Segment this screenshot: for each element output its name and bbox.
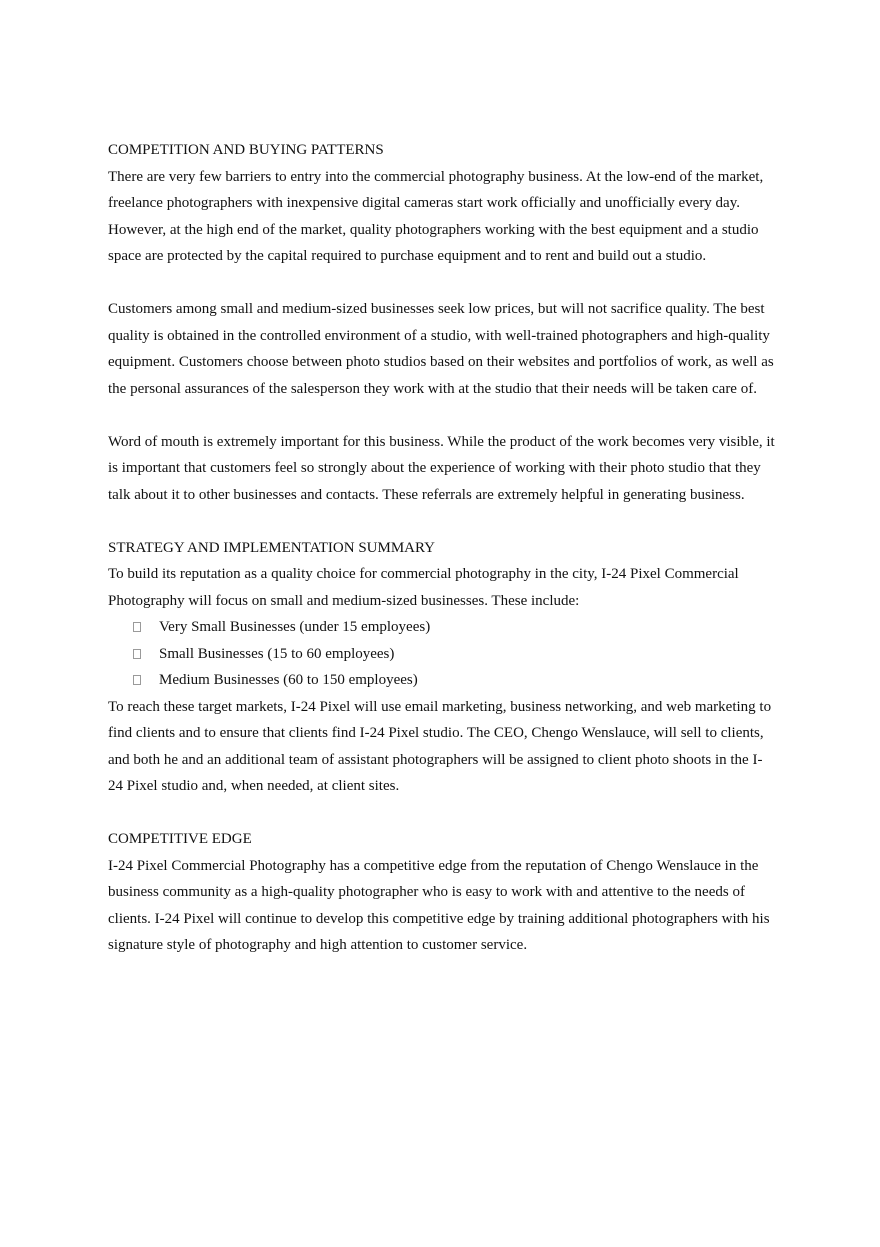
target-market-list xyxy=(108,614,776,694)
bullet-box-icon xyxy=(133,675,141,685)
paragraph: I-24 Pixel Commercial Photography has a competitive edge from the reputation of Chengo Wenslauce in the business community as a high-quality photographer who is easy to work with and attentive to the needs of clients. I-24 Pixel will continue to develop this competitive edge by training additional photographers with his signature style of photography and high attention to customer service. xyxy=(108,857,770,953)
list-item xyxy=(108,614,776,641)
paragraph: Customers among small and medium-sized businesses seek low prices, but will not sacrifice quality. The best quality is obtained in the controlled environment of a studio, with well-trained photographers and high-quality equipment. Customers choose between photo studios based on their websites and portfolios of work, as well as the personal assurances of the salesperson they work with at the studio that their needs will be taken care of. xyxy=(108,301,774,397)
list-item-text: Medium Businesses (60 to 150 employees) xyxy=(159,672,418,688)
list-item xyxy=(108,641,776,668)
list-item xyxy=(108,667,776,694)
paragraph-spacer xyxy=(108,402,776,429)
section-heading: STRATEGY AND IMPLEMENTATION SUMMARY xyxy=(108,539,436,556)
paragraph: To reach these target markets, I-24 Pixel will use email marketing, business networking, and web marketing to find clients and to ensure that clients find I-24 Pixel studio. The CEO, Chengo Wenslauce, will sell to clients, and both he and an additional team of assistant photographers will be assigned to client photo shoots in the I-24 Pixel studio and, when needed, at client sites. xyxy=(108,698,772,794)
paragraph: There are very few barriers to entry into the commercial photography business. At the low-end of the market, freelance photographers with inexpensive digital cameras start work officially and unofficially every day. However, at the high end of the market, quality photographers working with the best equipment and a studio space are protected by the capital required to purchase equipment and to rent and build out a studio. xyxy=(108,168,764,264)
paragraph-spacer xyxy=(108,270,776,297)
section-strategy xyxy=(108,535,776,800)
list-item-text: Small Businesses (15 to 60 employees) xyxy=(159,645,395,662)
section-spacer xyxy=(108,508,776,535)
paragraph: Word of mouth is extremely important for this business. While the product of the work becomes very visible, it is important that customers feel so strongly about the experience of working with their photo studio that they talk about it to other businesses and contacts. These referrals are extremely helpful in generating business. xyxy=(108,433,775,503)
section-competition xyxy=(108,137,776,508)
section-competitive-edge xyxy=(108,826,776,959)
section-heading: COMPETITIVE EDGE xyxy=(108,831,252,847)
bullet-box-icon xyxy=(133,622,141,632)
paragraph: To build its reputation as a quality choice for commercial photography in the city, I-24 Pixel Commercial Photography will focus on small and medium-sized businesses. These include: xyxy=(108,566,739,609)
list-item-text: Very Small Businesses (under 15 employees) xyxy=(159,619,431,635)
bullet-box-icon xyxy=(133,649,141,659)
document-page xyxy=(108,137,776,959)
section-spacer xyxy=(108,800,776,827)
section-heading: COMPETITION AND BUYING PATTERNS xyxy=(108,142,384,158)
